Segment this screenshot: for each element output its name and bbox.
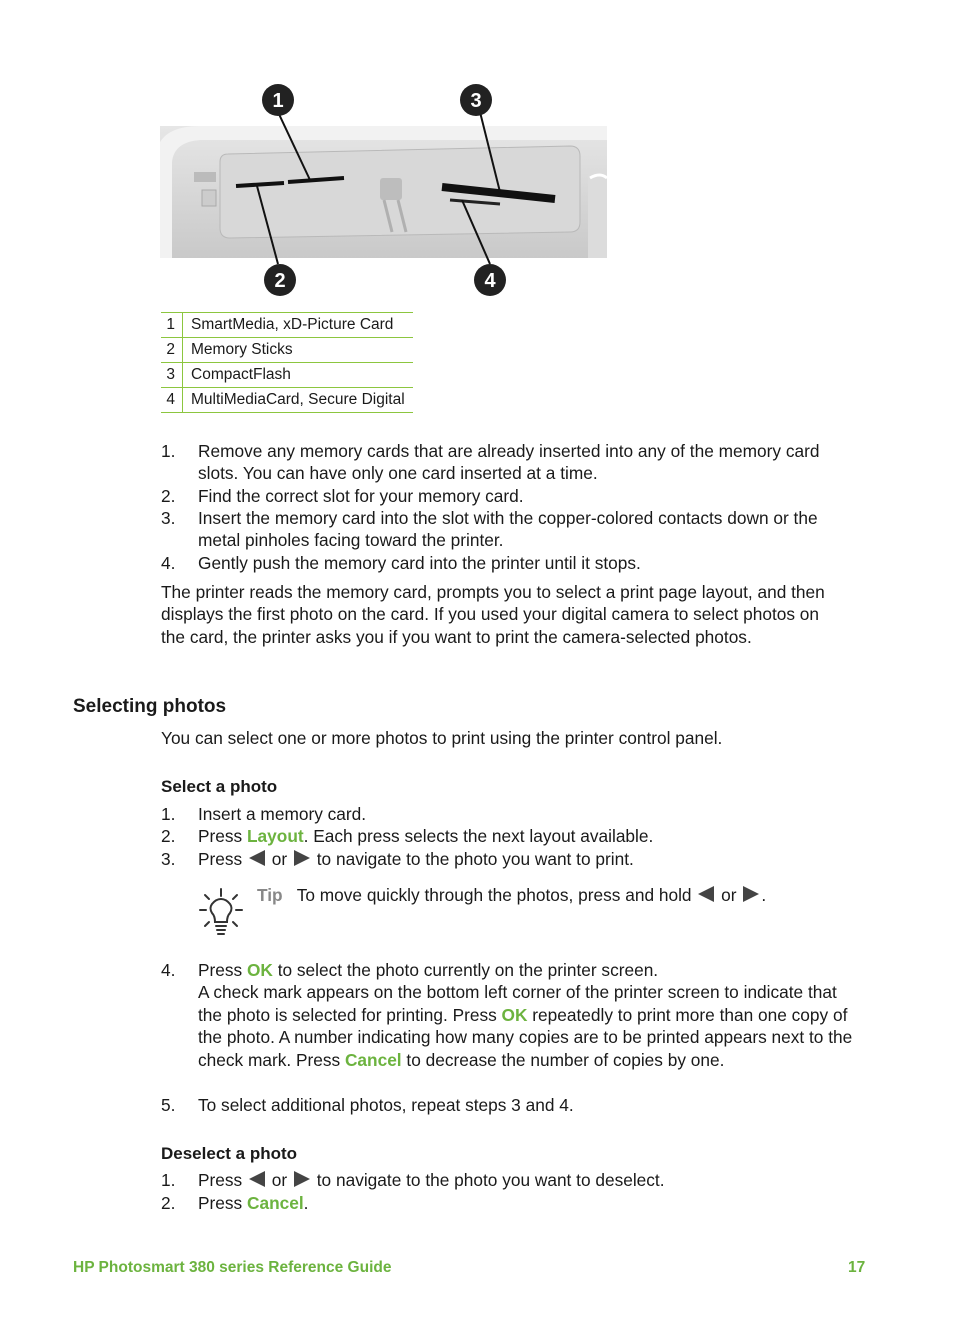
footer-title: HP Photosmart 380 series Reference Guide	[73, 1259, 392, 1276]
table-row: 1 SmartMedia, xD-Picture Card	[161, 313, 413, 338]
after-insert-paragraph: The printer reads the memory card, prompts you to select a print page layout, and then displays the first photo on the card. If you used your digital camera to select photos on the card, the printer asks you if you want to print the camera-selected photos.	[161, 582, 825, 647]
ok-button-label: OK	[246, 960, 273, 980]
tip-text: Tip To move quickly through the photos, press and hold or .	[257, 885, 767, 905]
left-arrow-icon	[249, 1171, 265, 1187]
right-arrow-icon	[743, 886, 759, 902]
svg-text:2: 2	[274, 270, 286, 292]
cancel-button-label: Cancel	[246, 1193, 304, 1213]
slot-legend-table	[161, 312, 413, 413]
left-arrow-icon	[698, 886, 714, 902]
svg-text:3: 3	[470, 90, 482, 112]
table-row: 4 MultiMediaCard, Secure Digital	[161, 388, 413, 413]
layout-button-label: Layout	[246, 826, 304, 846]
select-heading: Select a photo	[161, 777, 278, 796]
right-arrow-icon	[294, 850, 310, 866]
table-row: 3 CompactFlash	[161, 363, 413, 388]
memory-card-slots-photo	[160, 82, 610, 300]
lightbulb-icon	[198, 886, 244, 938]
ok-button-label: OK	[501, 1004, 528, 1025]
right-arrow-icon	[294, 1171, 310, 1187]
svg-text:1: 1	[272, 90, 284, 112]
section-title: Selecting photos	[73, 696, 227, 717]
page-number: 17	[848, 1259, 866, 1276]
deselect-heading: Deselect a photo	[161, 1144, 298, 1163]
svg-text:4: 4	[484, 270, 496, 292]
table-row: 2 Memory Sticks	[161, 338, 413, 363]
callout-1	[262, 84, 294, 116]
cancel-button-label: Cancel	[344, 1049, 402, 1070]
callout-3	[460, 84, 492, 116]
left-arrow-icon	[249, 850, 265, 866]
callout-2	[264, 264, 296, 296]
section-intro: You can select one or more photos to print using the printer control panel.	[161, 728, 723, 748]
callout-4	[474, 264, 506, 296]
